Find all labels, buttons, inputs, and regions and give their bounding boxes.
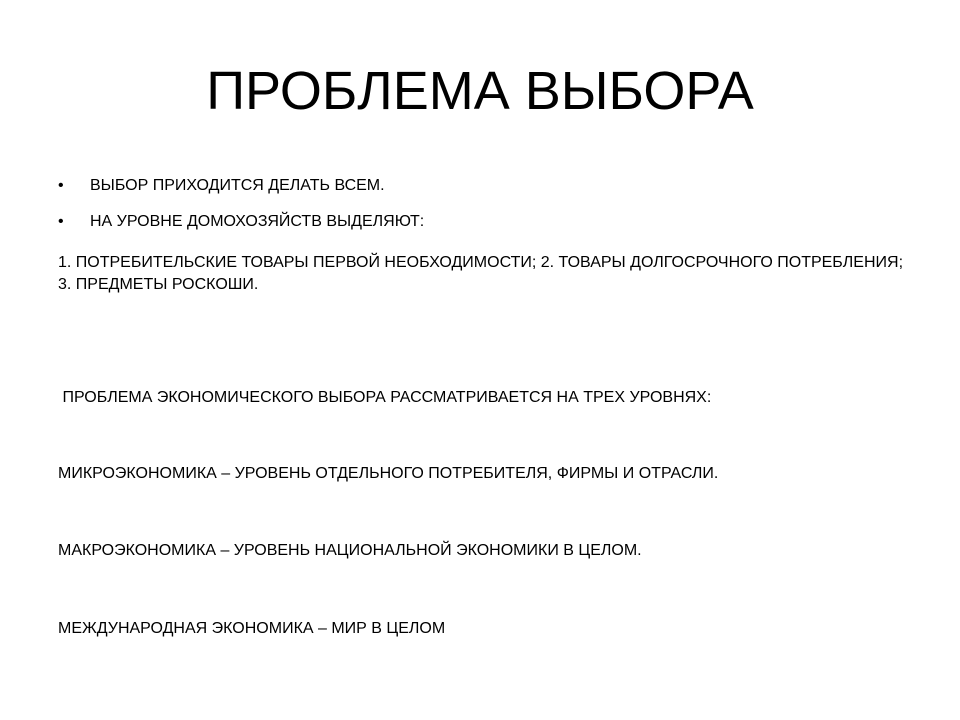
bullet-dot-icon: • [58,177,64,194]
bullet-dot-icon: • [58,213,64,230]
level-item-macro: МАКРОЭКОНОМИКА – УРОВЕНЬ НАЦИОНАЛЬНОЙ ЭКОНОМИКИ В ЦЕЛОМ. [58,542,642,559]
slide-title: ПРОБЛЕМА ВЫБОРА [206,61,754,121]
household-goods-list: 1. ПОТРЕБИТЕЛЬСКИЕ ТОВАРЫ ПЕРВОЙ НЕОБХОДИМОСТИ; 2. ТОВАРЫ ДОЛГОСРОЧНОГО ПОТРЕБЛЕНИЯ; 3. ПРЕДМЕТЫ РОСКОШИ. [58,254,904,293]
levels-intro: ПРОБЛЕМА ЭКОНОМИЧЕСКОГО ВЫБОРА РАССМАТРИВАЕТСЯ НА ТРЕХ УРОВНЯХ: [58,389,712,406]
level-item-micro: МИКРОЭКОНОМИКА – УРОВЕНЬ ОТДЕЛЬНОГО ПОТРЕБИТЕЛЯ, ФИРМЫ И ОТРАСЛИ. [58,465,719,482]
bullet-text: НА УРОВНЕ ДОМОХОЗЯЙСТВ ВЫДЕЛЯЮТ: [90,213,425,230]
level-item-international: МЕЖДУНАРОДНАЯ ЭКОНОМИКА – МИР В ЦЕЛОМ [58,620,446,637]
bullet-text: ВЫБОР ПРИХОДИТСЯ ДЕЛАТЬ ВСЕМ. [90,177,385,194]
